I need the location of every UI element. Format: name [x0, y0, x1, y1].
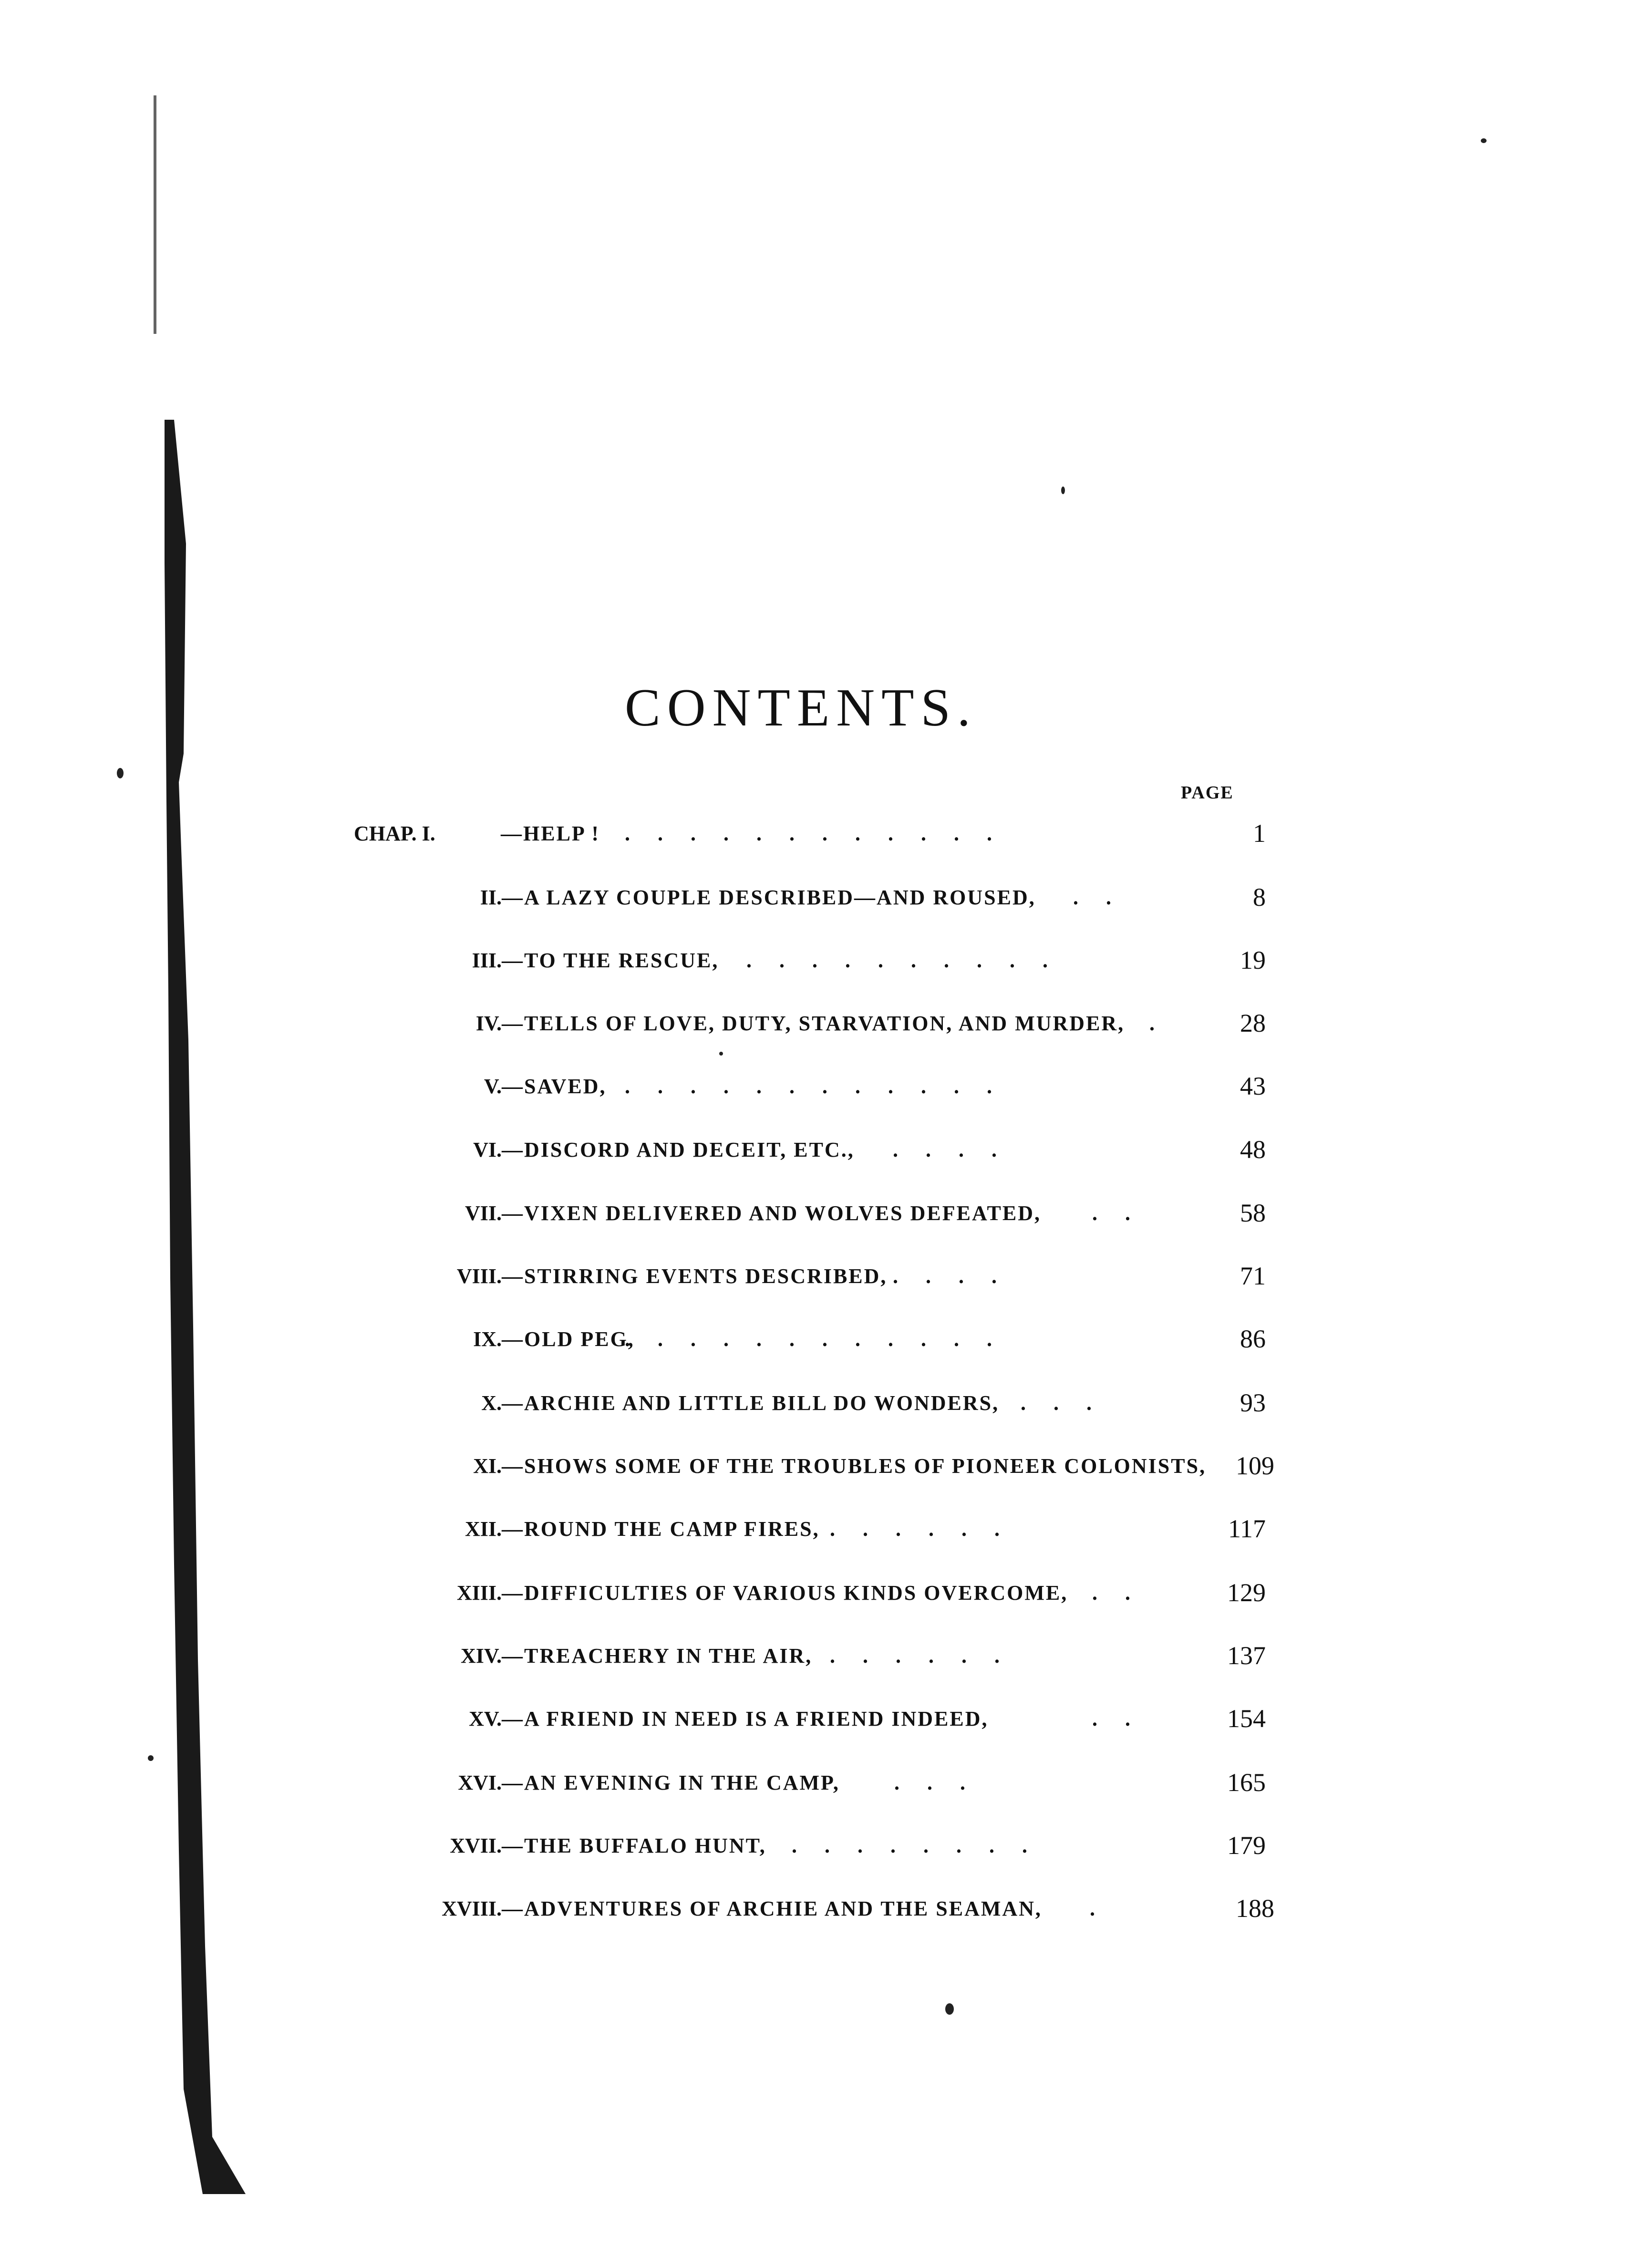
- chapter-number: IV.: [475, 1012, 502, 1035]
- page-title: CONTENTS.: [625, 678, 977, 737]
- dot-leader: ..: [1092, 1707, 1158, 1730]
- toc-entry: [0, 1451, 1632, 1492]
- toc-entry: [0, 1833, 1632, 1872]
- dot-leader: ........: [792, 1834, 1055, 1857]
- chapter-number: VII.: [465, 1201, 502, 1225]
- ink-speck: [1061, 487, 1065, 494]
- chapter-title: —VIXEN DELIVERED AND WOLVES DEFEATED,: [502, 1201, 1041, 1225]
- chapter-number: XVII.: [450, 1834, 502, 1857]
- chapter-number: XI.: [473, 1454, 502, 1478]
- chapter-number: II.: [480, 886, 502, 909]
- toc-entry: [0, 1578, 1632, 1619]
- page-column-label: PAGE: [1181, 783, 1234, 803]
- page-number: 188: [1236, 1894, 1274, 1923]
- page-number: 165: [1227, 1768, 1266, 1797]
- toc-entry: [0, 1768, 1632, 1809]
- chapter-number: XII.: [465, 1517, 502, 1541]
- dot-leader: ............: [625, 1075, 1020, 1098]
- dot-leader: ..: [1092, 1581, 1158, 1605]
- chapter-title: —DIFFICULTIES OF VARIOUS KINDS OVERCOME,: [502, 1581, 1068, 1605]
- toc-entry: [0, 1201, 1632, 1239]
- chapter-title: —ARCHIE AND LITTLE BILL DO WONDERS,: [502, 1391, 1000, 1415]
- page-number: 8: [1253, 883, 1266, 911]
- chapter-number: III.: [472, 949, 502, 972]
- toc-entry: [0, 1896, 1632, 1935]
- toc-entry: [0, 885, 1632, 923]
- scan-edge-upper: [154, 95, 171, 334]
- page-number: 179: [1227, 1831, 1266, 1860]
- ink-speck: [117, 768, 124, 778]
- ink-speck: [148, 1755, 154, 1761]
- chapter-number: XIV.: [460, 1644, 502, 1667]
- toc-entry: [0, 1641, 1632, 1682]
- toc-entry: [0, 1327, 1632, 1365]
- toc-entry: [0, 1514, 1632, 1555]
- ink-speck: [1481, 138, 1487, 143]
- chapter-number: CHAP. I.: [354, 822, 435, 845]
- chapter-title: —THE BUFFALO HUNT,: [502, 1834, 766, 1857]
- dot-leader: ..: [1092, 1201, 1158, 1225]
- chapter-title: —STIRRING EVENTS DESCRIBED,: [502, 1264, 888, 1288]
- toc-entry: [0, 1264, 1632, 1302]
- toc-entry: [0, 1011, 1632, 1049]
- page-number: 137: [1227, 1641, 1266, 1670]
- chapter-number: XVI.: [458, 1771, 502, 1794]
- chapter-title: —SHOWS SOME OF THE TROUBLES OF PIONEER COLONISTS,: [502, 1454, 1207, 1478]
- page-number: 48: [1240, 1135, 1266, 1164]
- chapter-title: —SAVED,: [502, 1075, 607, 1098]
- chapter-title: —TO THE RESCUE,: [502, 949, 719, 972]
- chapter-number: XIII.: [456, 1581, 502, 1605]
- toc-entry: [0, 821, 1632, 860]
- page-number: 117: [1228, 1514, 1266, 1543]
- dot-leader: ....: [893, 1264, 1024, 1288]
- dot-leader: ...: [894, 1771, 993, 1794]
- chapter-title: —ROUND THE CAMP FIRES,: [502, 1517, 820, 1541]
- page-number: 109: [1236, 1451, 1274, 1480]
- page-number: 1: [1253, 819, 1266, 848]
- dot-leader: ..: [1073, 886, 1139, 909]
- toc-entry: [0, 1074, 1632, 1112]
- page-number: 93: [1240, 1388, 1266, 1417]
- chapter-number: X.: [481, 1391, 502, 1415]
- toc-entry: [0, 1135, 1632, 1176]
- chapter-number: IX.: [473, 1327, 502, 1351]
- page-number: 58: [1240, 1199, 1266, 1227]
- ink-speck: [945, 2003, 954, 2015]
- chapter-title: —DISCORD AND DECEIT, ETC.,: [502, 1138, 855, 1161]
- chapter-title: —TELLS OF LOVE, DUTY, STARVATION, AND MURDER,: [502, 1012, 1125, 1035]
- chapter-title: —AN EVENING IN THE CAMP,: [502, 1771, 840, 1794]
- chapter-number: VIII.: [456, 1264, 502, 1288]
- page-number: 154: [1227, 1704, 1266, 1733]
- page-number: 19: [1240, 946, 1266, 974]
- chapter-number: XV.: [469, 1707, 502, 1730]
- chapter-title: —A LAZY COUPLE DESCRIBED—AND ROUSED,: [502, 886, 1036, 909]
- dot-leader: ..........: [746, 949, 1075, 972]
- toc-entry: [0, 1388, 1632, 1429]
- dot-leader: ............: [625, 822, 1020, 845]
- dot-leader: ......: [830, 1517, 1027, 1541]
- dot-leader: ......: [830, 1644, 1027, 1667]
- chapter-title: —OLD PEG,: [502, 1327, 635, 1351]
- dot-leader: ............: [625, 1327, 1020, 1351]
- ink-speck: [719, 1052, 723, 1056]
- page-number: 86: [1240, 1325, 1266, 1353]
- chapter-title: —HELP !: [501, 822, 600, 845]
- dot-leader: ....: [893, 1138, 1024, 1161]
- chapter-title: —ADVENTURES OF ARCHIE AND THE SEAMAN,: [502, 1897, 1042, 1920]
- dot-leader: .: [1149, 1012, 1182, 1035]
- chapter-title: —TREACHERY IN THE AIR,: [502, 1644, 813, 1667]
- chapter-number: VI.: [473, 1138, 502, 1161]
- dot-leader: .: [1090, 1897, 1123, 1920]
- chapter-number: V.: [484, 1075, 502, 1098]
- page-number: 71: [1240, 1262, 1266, 1290]
- page-number: 43: [1240, 1072, 1266, 1100]
- chapter-title: —A FRIEND IN NEED IS A FRIEND INDEED,: [502, 1707, 989, 1730]
- dot-leader: ...: [1021, 1391, 1119, 1415]
- toc-entry: [0, 1704, 1632, 1745]
- page-number: 129: [1227, 1578, 1266, 1607]
- toc-entry: [0, 948, 1632, 986]
- chapter-number: XVIII.: [442, 1897, 502, 1920]
- page-number: 28: [1240, 1009, 1266, 1037]
